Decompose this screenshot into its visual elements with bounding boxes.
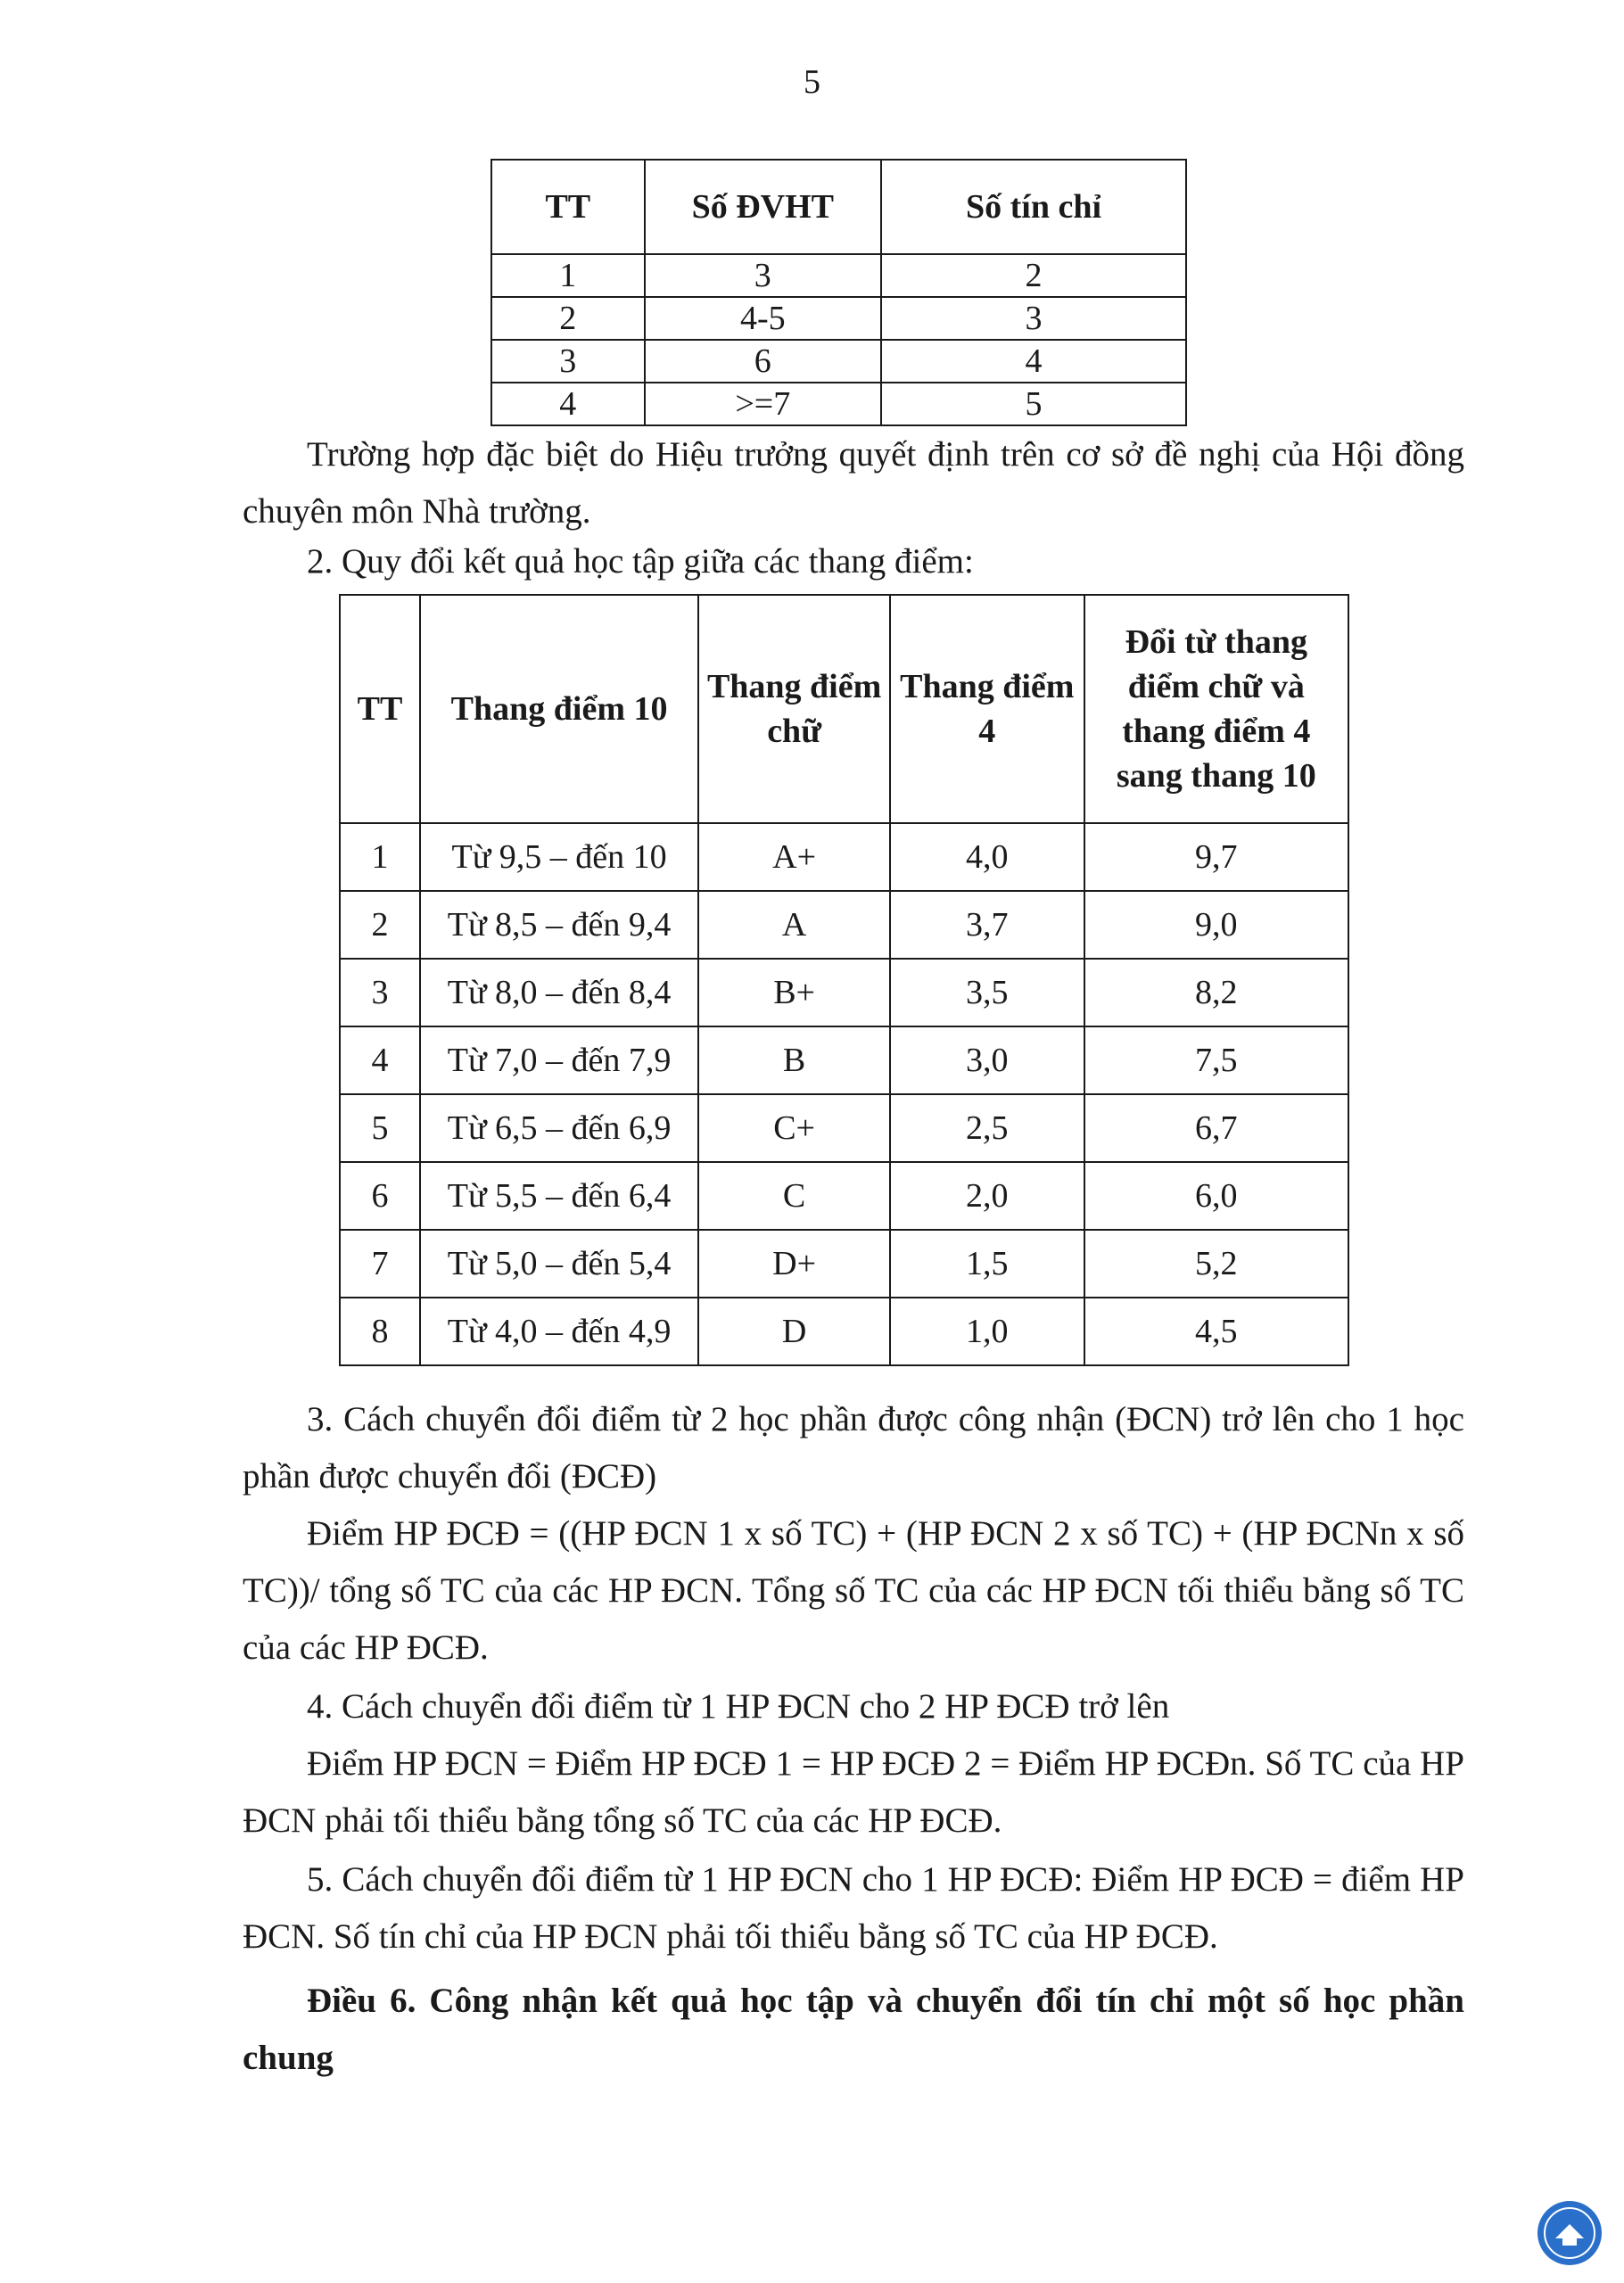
cell: 4,5 — [1084, 1298, 1348, 1365]
cell: 7,5 — [1084, 1026, 1348, 1094]
cell: B — [698, 1026, 890, 1094]
cell: 1 — [491, 254, 645, 297]
table-header-row — [340, 595, 1348, 823]
cell: 9,7 — [1084, 823, 1348, 891]
cell: 6,0 — [1084, 1162, 1348, 1230]
header-tt: TT — [340, 595, 420, 823]
table-row — [491, 254, 1186, 297]
table-row — [340, 1026, 1348, 1094]
cell: B+ — [698, 959, 890, 1026]
cell: 5 — [881, 383, 1186, 425]
cell: 5,2 — [1084, 1230, 1348, 1298]
header-scale-4: Thang điểm 4 — [890, 595, 1084, 823]
cell: Từ 8,5 – đến 9,4 — [420, 891, 698, 959]
cell: 8 — [340, 1298, 420, 1365]
cell: Từ 5,5 – đến 6,4 — [420, 1162, 698, 1230]
cell: A+ — [698, 823, 890, 891]
cell: A — [698, 891, 890, 959]
header-tt: TT — [491, 160, 645, 254]
cell: 6 — [340, 1162, 420, 1230]
cell: 1 — [340, 823, 420, 891]
cell: 6,7 — [1084, 1094, 1348, 1162]
table-row — [491, 383, 1186, 425]
section-5-paragraph: 5. Cách chuyển đổi điểm từ 1 HP ĐCN cho 1 HP ĐCĐ: Điểm HP ĐCĐ = điểm HP ĐCN. Số tín chỉ của HP ĐCN phải tối thiểu bằng số TC của HP ĐCĐ. — [243, 1860, 1464, 1956]
table-row — [340, 1094, 1348, 1162]
cell: 4-5 — [645, 297, 881, 340]
table-row — [491, 297, 1186, 340]
table-row — [340, 959, 1348, 1026]
cell: 3,5 — [890, 959, 1084, 1026]
cell: >=7 — [645, 383, 881, 425]
table-row — [340, 1230, 1348, 1298]
cell: Từ 9,5 – đến 10 — [420, 823, 698, 891]
cell: 2,5 — [890, 1094, 1084, 1162]
cell: 4 — [491, 383, 645, 425]
cell: Từ 4,0 – đến 4,9 — [420, 1298, 698, 1365]
school-seal-icon — [1536, 2199, 1603, 2267]
cell: C+ — [698, 1094, 890, 1162]
table-row — [340, 1162, 1348, 1230]
header-scale-10: Thang điểm 10 — [420, 595, 698, 823]
cell: 3 — [881, 297, 1186, 340]
credit-conversion-table — [490, 159, 1187, 426]
cell: 7 — [340, 1230, 420, 1298]
special-case-paragraph: Trường hợp đặc biệt do Hiệu trưởng quyết định trên cơ sở đề nghị của Hội đồng chuyên môn Nhà trường. — [243, 435, 1464, 531]
cell: 3,0 — [890, 1026, 1084, 1094]
cell: C — [698, 1162, 890, 1230]
cell: 2 — [881, 254, 1186, 297]
cell: 2,0 — [890, 1162, 1084, 1230]
cell: 3 — [340, 959, 420, 1026]
cell: 5 — [340, 1094, 420, 1162]
article-6-heading: Điều 6. Công nhận kết quả học tập và chuyển đổi tín chỉ một số học phần chung — [243, 1982, 1464, 2077]
section-4-paragraph: 4. Cách chuyển đổi điểm từ 1 HP ĐCN cho 2 HP ĐCĐ trở lên — [307, 1687, 1170, 1726]
header-dvht: Số ĐVHT — [645, 160, 881, 254]
cell: 1,5 — [890, 1230, 1084, 1298]
cell: Từ 8,0 – đến 8,4 — [420, 959, 698, 1026]
section-3-formula: Điểm HP ĐCĐ = ((HP ĐCN 1 x số TC) + (HP ĐCN 2 x số TC) + (HP ĐCNn x số TC))/ tổng số TC của các HP ĐCN. Tổng số TC của các HP ĐCN tối thiểu bằng số TC của các HP ĐCĐ. — [243, 1514, 1464, 1667]
cell: 2 — [340, 891, 420, 959]
table-header-row — [491, 160, 1186, 254]
table-row — [340, 1298, 1348, 1365]
header-credits: Số tín chỉ — [881, 160, 1186, 254]
cell: D+ — [698, 1230, 890, 1298]
cell: 9,0 — [1084, 891, 1348, 959]
cell: 4 — [340, 1026, 420, 1094]
cell: 4,0 — [890, 823, 1084, 891]
cell: Từ 5,0 – đến 5,4 — [420, 1230, 698, 1298]
section-4-formula: Điểm HP ĐCN = Điểm HP ĐCĐ 1 = HP ĐCĐ 2 = Điểm HP ĐCĐn. Số TC của HP ĐCN phải tối thiểu bằng tổng số TC của các HP ĐCĐ. — [243, 1744, 1464, 1840]
cell: 3,7 — [890, 891, 1084, 959]
cell: Từ 6,5 – đến 6,9 — [420, 1094, 698, 1162]
cell: 8,2 — [1084, 959, 1348, 1026]
grade-scale-table — [339, 594, 1349, 1366]
cell: 1,0 — [890, 1298, 1084, 1365]
cell: D — [698, 1298, 890, 1365]
section-3-paragraph: 3. Cách chuyển đổi điểm từ 2 học phần được công nhận (ĐCN) trở lên cho 1 học phần được chuyển đổi (ĐCĐ) — [243, 1400, 1464, 1496]
table-row — [491, 340, 1186, 383]
cell: 2 — [491, 297, 645, 340]
header-conversion: Đổi từ thang điểm chữ và thang điểm 4 sang thang 10 — [1084, 595, 1348, 823]
cell: 6 — [645, 340, 881, 383]
cell: 4 — [881, 340, 1186, 383]
cell: 3 — [645, 254, 881, 297]
cell: 3 — [491, 340, 645, 383]
table-row — [340, 891, 1348, 959]
cell: Từ 7,0 – đến 7,9 — [420, 1026, 698, 1094]
page-number: 5 — [804, 63, 820, 101]
header-letter-scale: Thang điểm chữ — [698, 595, 890, 823]
section-2-heading: 2. Quy đổi kết quả học tập giữa các thang điểm: — [307, 542, 974, 581]
table-row — [340, 823, 1348, 891]
